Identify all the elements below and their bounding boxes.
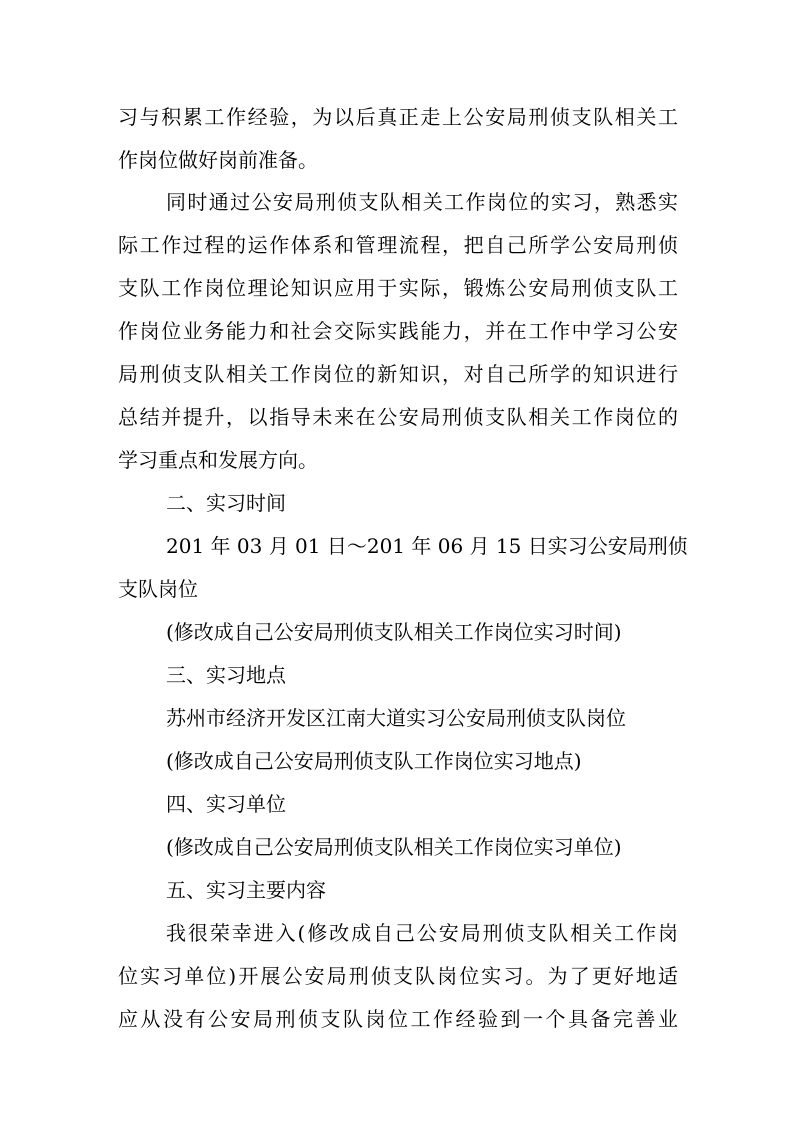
text-line: 我很荣幸进入(修改成自己公安局刑侦支队相关工作岗 [166,921,678,945]
text-line: 作岗位业务能力和社会交际实践能力，并在工作中学习公安 [118,319,678,343]
text-line: 习与积累工作经验，为以后真正走上公安局刑侦支队相关工 [118,105,678,129]
text-line: 学习重点和发展方向。 [118,448,318,472]
text-line: 应从没有公安局刑侦支队岗位工作经验到一个具备完善业 [118,1007,678,1031]
text-line: 作岗位做好岗前准备。 [118,148,318,172]
text-line: (修改成自己公安局刑侦支队相关工作岗位实习时间) [166,620,622,644]
text-line: 苏州市经济开发区江南大道实习公安局刑侦支队岗位 [166,706,626,730]
text-line: (修改成自己公安局刑侦支队相关工作岗位实习单位) [166,835,622,859]
text-line: 际工作过程的运作体系和管理流程，把自己所学公安局刑侦 [118,233,678,257]
text-line: 总结并提升，以指导未来在公安局刑侦支队相关工作岗位的 [118,405,678,429]
section-heading: 五、实习主要内容 [166,878,326,902]
text-line: 支队岗位 [118,577,198,601]
text-line: (修改成自己公安局刑侦支队工作岗位实习地点) [166,749,582,773]
section-heading: 四、实习单位 [166,792,286,816]
text-line: 位实习单位)开展公安局刑侦支队岗位实习。为了更好地适 [118,964,678,988]
section-heading: 二、实习时间 [166,491,286,515]
section-heading: 三、实习地点 [166,663,286,687]
text-line: 201 年 03 月 01 日～201 年 06 月 15 日实习公安局刑侦 [166,534,688,558]
text-line: 支队工作岗位理论知识应用于实际，锻炼公安局刑侦支队工 [118,276,678,300]
text-line: 同时通过公安局刑侦支队相关工作岗位的实习，熟悉实 [166,190,678,214]
text-line: 局刑侦支队相关工作岗位的新知识，对自己所学的知识进行 [118,362,678,386]
